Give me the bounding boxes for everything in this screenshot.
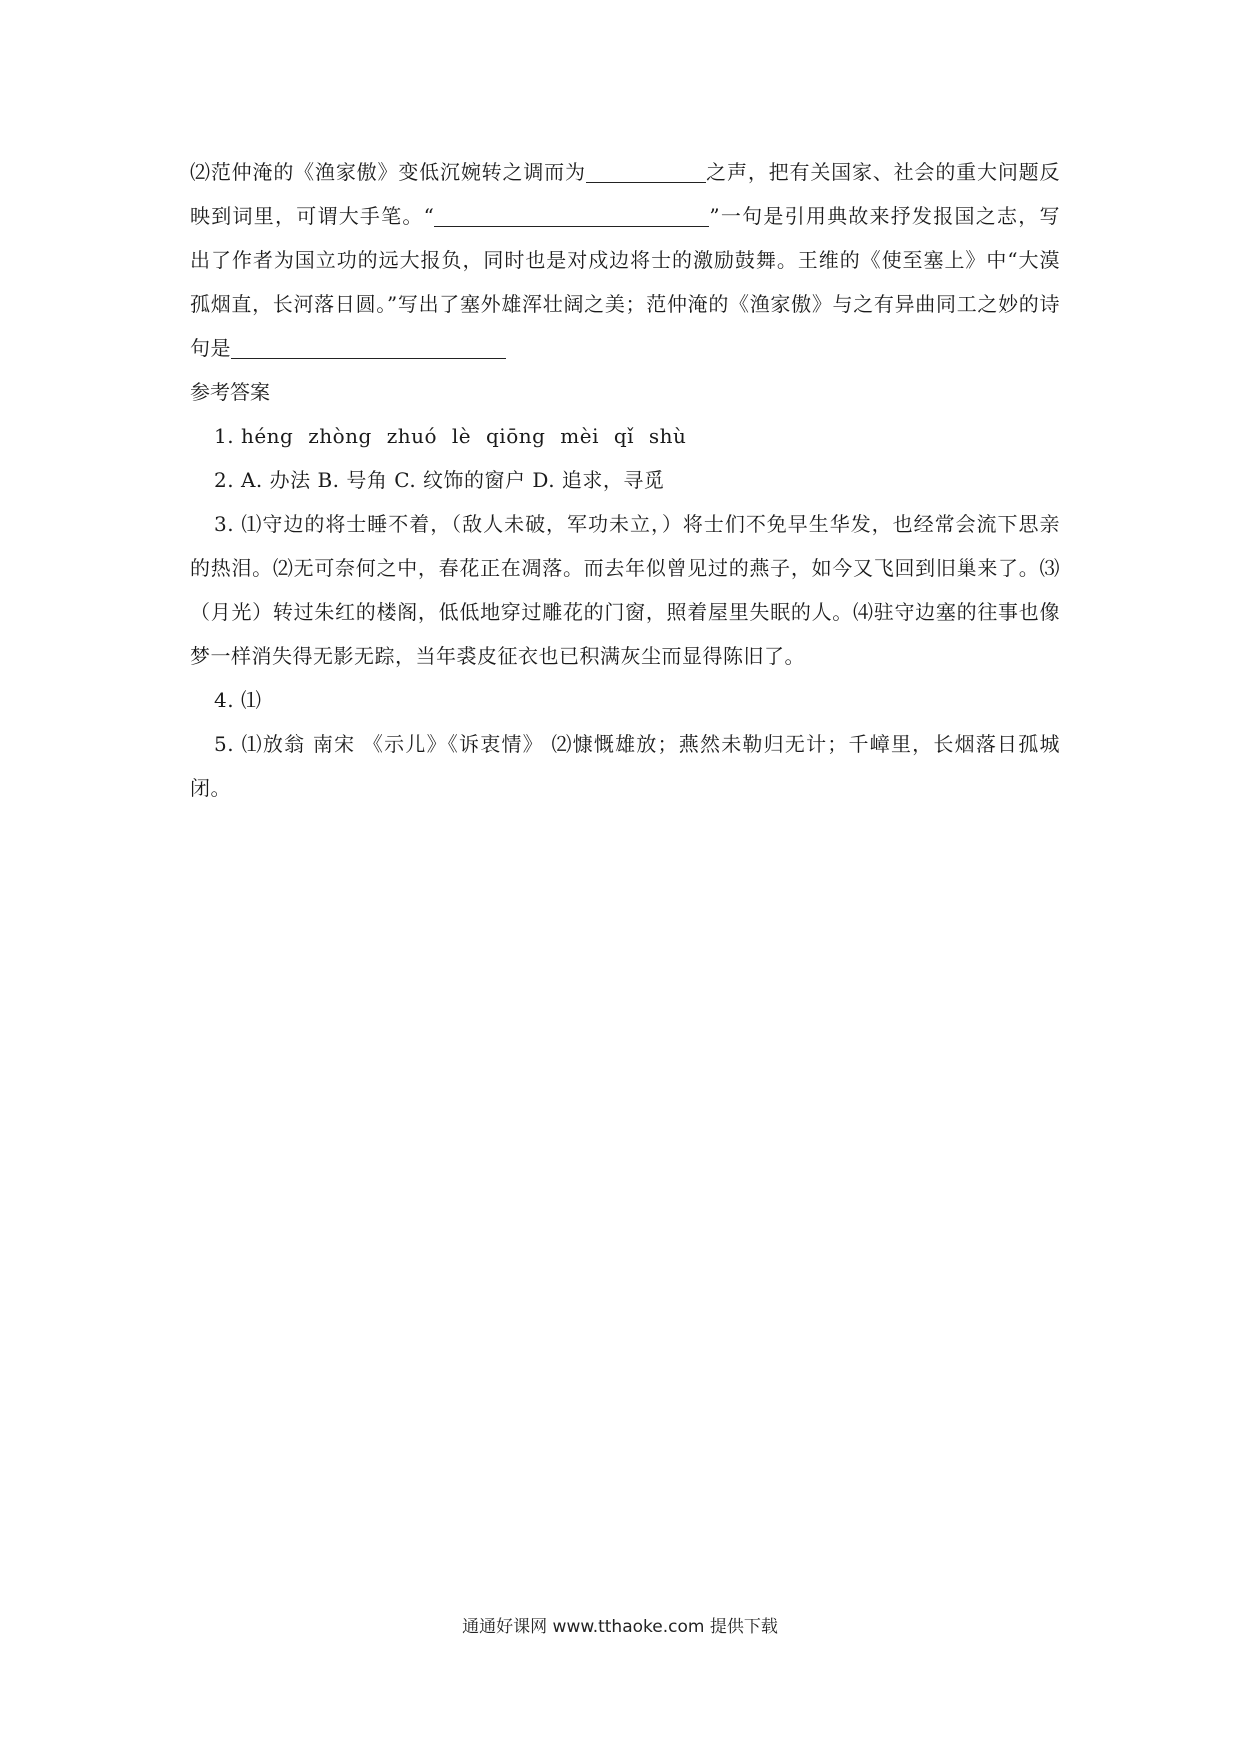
answer-5: 5. ⑴放翁 南宋 《示儿》《诉衷情》 ⑵慷慨雄放；燕然未勒归无计；千嶂里，长烟落日孤城闭。 xyxy=(190,732,1060,800)
document-body xyxy=(190,150,1060,810)
question-text-part-b: 之声，把有关国家、社会的重大问题反映到词里，可谓大手笔。“ xyxy=(190,160,1061,228)
page-footer: 通通好课网 www.tthaoke.com 提供下载 xyxy=(462,1617,778,1637)
answer-1-number: 1. xyxy=(214,424,235,448)
answer-blank-3 xyxy=(231,332,506,359)
answer-blank-1 xyxy=(586,156,706,183)
answer-1 xyxy=(190,414,1060,458)
answer-heading: 参考答案 xyxy=(190,380,270,404)
answer-1-pinyin: héng zhòng zhuó lè qiōng mèi qǐ shù xyxy=(240,424,687,448)
question-text-part-c: ”一句是引用典故来抒发报国之志，写出了作者为国立功的远大报负，同时也是对戍边将士的激励鼓舞。王维的《使至塞上》中“大漠孤烟直，长河落日圆。”写出了塞外雄浑壮阔之美；范仲淹的《渔家傲》与之有异曲同工之妙的诗句是 xyxy=(190,204,1060,360)
answer-blank-2 xyxy=(434,200,709,227)
answer-3: 3. ⑴守边的将士睡不着，（敌人未破，军功未立，）将士们不免早生华发，也经常会流下思亲的热泪。⑵无可奈何之中，春花正在凋落。而去年似曾见过的燕子，如今又飞回到旧巢来了。⑶（月光）转过朱红的楼阁，低低地穿过雕花的门窗，照着屋里失眠的人。⑷驻守边塞的往事也像梦一样消失得无影无踪，当年裘皮征衣也已积满灰尘而显得陈旧了。 xyxy=(190,512,1060,668)
question-text-part-a: ⑵范仲淹的《渔家傲》变低沉婉转之调而为 xyxy=(190,160,586,184)
answer-4: 4. ⑴ xyxy=(214,688,262,712)
question-paragraph xyxy=(190,150,1060,370)
answer-2: 2. A. 办法 B. 号角 C. 纹饰的窗户 D. 追求，寻觅 xyxy=(214,468,665,492)
